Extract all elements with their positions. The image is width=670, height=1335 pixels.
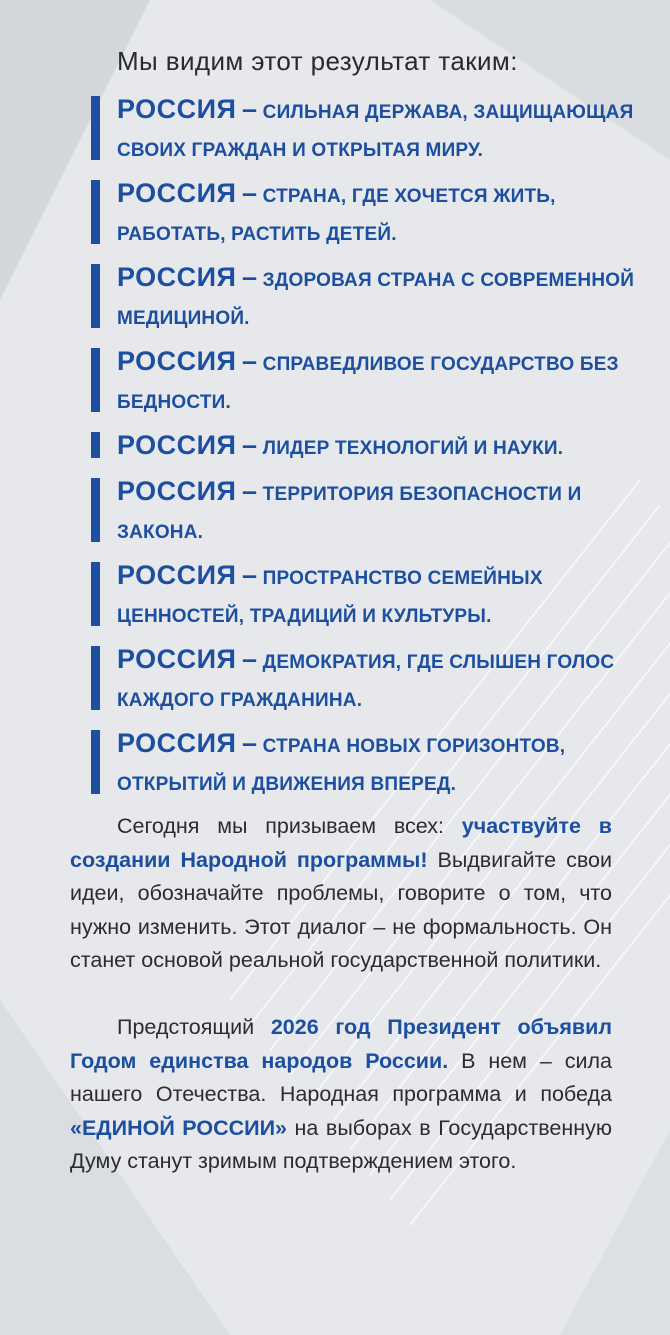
statement-dash: –	[241, 430, 258, 460]
party-name: «ЕДИНОЙ РОССИИ»	[70, 1115, 288, 1140]
statement-dash: –	[241, 94, 258, 124]
statement-dash: –	[241, 262, 258, 292]
paragraph-text: на выборах в Государственную Думу станут зримым подтверждением этого.	[70, 1115, 612, 1173]
statement-text: СПРАВЕДЛИВОЕ ГОСУДАРСТВО БЕЗ БЕДНОСТИ.	[117, 354, 619, 413]
statement-key: РОССИЯ	[117, 94, 237, 124]
highlight-text: участвуйте в создании Народной программы!	[70, 814, 612, 872]
statement-bar	[91, 348, 100, 412]
statement-text: СТРАНА НОВЫХ ГОРИЗОНТОВ, ОТКРЫТИЙ И ДВИЖЕНИЯ ВПЕРЕД.	[117, 736, 566, 795]
statement-key: РОССИЯ	[117, 430, 237, 460]
statement-item	[91, 556, 661, 636]
intro-heading: Мы видим этот результат таким:	[117, 46, 518, 76]
statement-text: ДЕМОКРАТИЯ, ГДЕ СЛЫШЕН ГОЛОС КАЖДОГО ГРАЖДАНИНА.	[117, 652, 615, 711]
statement-bar	[91, 432, 100, 458]
statement-key: РОССИЯ	[117, 728, 237, 758]
paragraph-text: В нем – сила нашего Отечества. Народная программа и победа	[70, 1048, 612, 1106]
statement-text: СИЛЬНАЯ ДЕРЖАВА, ЗАЩИЩАЮЩАЯ СВОИХ ГРАЖДАН И ОТКРЫТАЯ МИРУ.	[117, 102, 634, 161]
statement-key: РОССИЯ	[117, 476, 237, 506]
statement-text: ЗДОРОВАЯ СТРАНА С СОВРЕМЕННОЙ МЕДИЦИНОЙ.	[117, 270, 635, 329]
paragraph-text: Выдвигайте свои идеи, обозначайте проблемы, говорите о том, что нужно изменить. Этот диалог – не формальность. Он станет основой реальной государственной политики.	[70, 847, 612, 972]
statement-item	[91, 426, 661, 468]
statement-text: ТЕРРИТОРИЯ БЕЗОПАСНОСТИ И ЗАКОНА.	[117, 484, 582, 543]
statement-bar	[91, 96, 100, 160]
statement-list	[91, 90, 661, 808]
paragraph-text: Сегодня мы призываем всех:	[117, 814, 462, 838]
statement-key: РОССИЯ	[117, 346, 237, 376]
statement-text: ПРОСТРАНСТВО СЕМЕЙНЫХ ЦЕННОСТЕЙ, ТРАДИЦИЙ И КУЛЬТУРЫ.	[117, 568, 543, 627]
year-of-unity-paragraph	[70, 1011, 612, 1179]
statement-item	[91, 640, 661, 720]
statement-dash: –	[241, 178, 258, 208]
statement-dash: –	[241, 346, 258, 376]
statement-bar	[91, 562, 100, 626]
statement-key: РОССИЯ	[117, 178, 237, 208]
statement-key: РОССИЯ	[117, 560, 237, 590]
statement-dash: –	[241, 476, 258, 506]
statement-bar	[91, 478, 100, 542]
statement-key: РОССИЯ	[117, 644, 237, 674]
statement-item	[91, 174, 661, 254]
statement-key: РОССИЯ	[117, 262, 237, 292]
statement-dash: –	[241, 728, 258, 758]
statement-text: ЛИДЕР ТЕХНОЛОГИЙ И НАУКИ.	[262, 438, 564, 459]
call-to-action-paragraph	[70, 810, 612, 978]
statement-item	[91, 90, 661, 170]
statement-bar	[91, 264, 100, 328]
paragraph-text: Предстоящий	[117, 1015, 271, 1039]
statement-text: СТРАНА, ГДЕ ХОЧЕТСЯ ЖИТЬ, РАБОТАТЬ, РАСТИТЬ ДЕТЕЙ.	[117, 186, 556, 245]
statement-dash: –	[241, 560, 258, 590]
statement-item	[91, 472, 661, 552]
statement-item	[91, 724, 661, 804]
statement-dash: –	[241, 644, 258, 674]
statement-item	[91, 342, 661, 422]
statement-bar	[91, 646, 100, 710]
statement-bar	[91, 180, 100, 244]
highlight-text: 2026 год Президент объявил Годом единства народов России.	[70, 1015, 612, 1073]
statement-bar	[91, 730, 100, 794]
statement-item	[91, 258, 661, 338]
